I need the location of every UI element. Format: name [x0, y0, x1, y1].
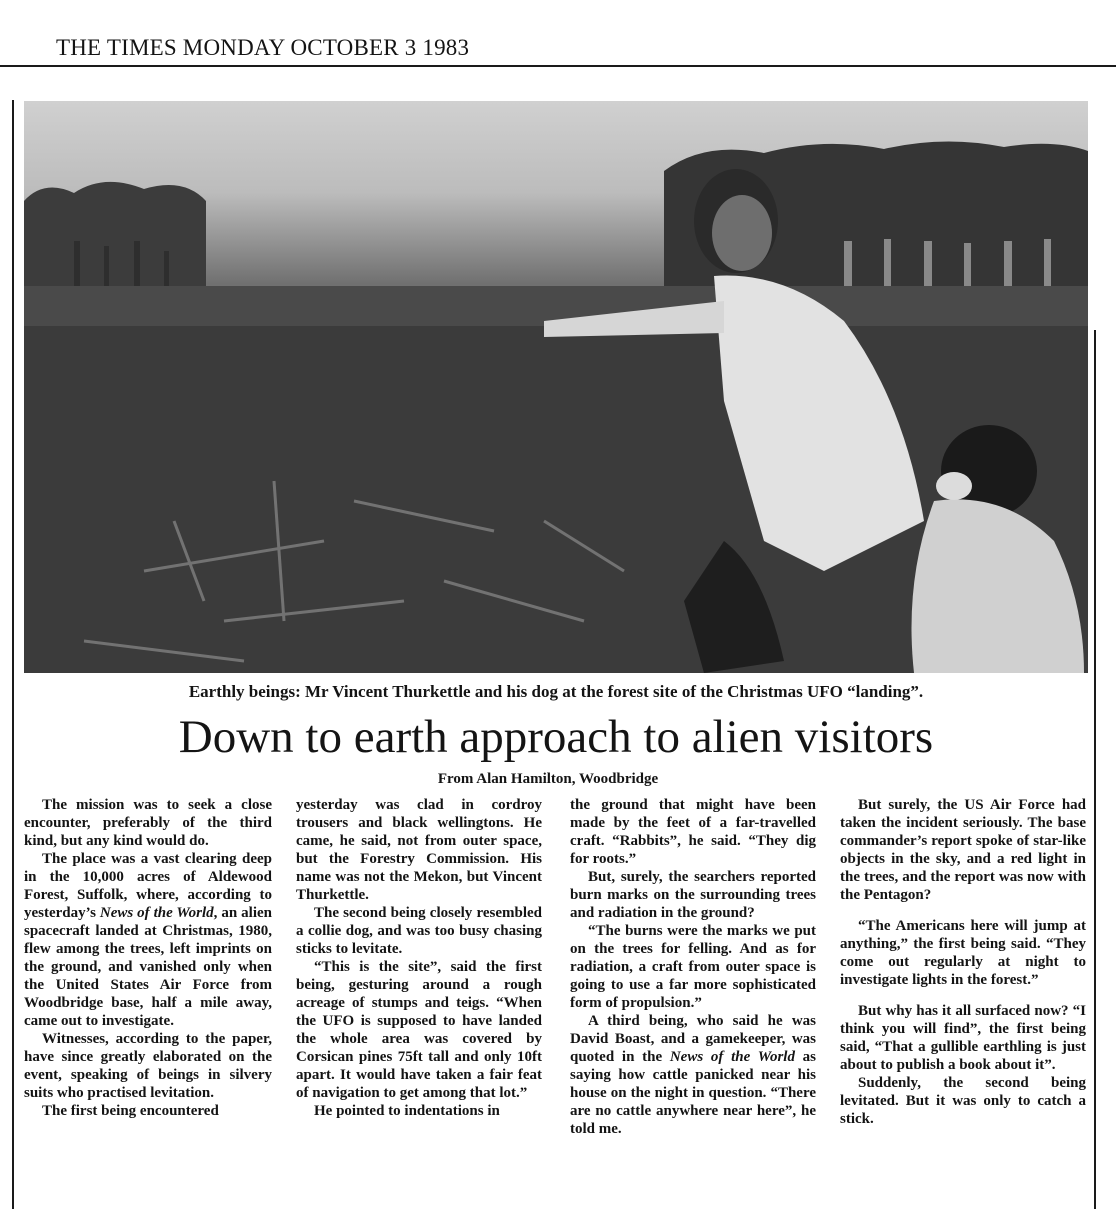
masthead: THE TIMES MONDAY OCTOBER 3 1983	[56, 35, 470, 60]
text-run: , an alien spacecraft landed at Christmas, 1980, flew among the trees, left imprints on the ground, and vanished only when the United States Air Force from Woodbridge base, half a mile away, came out to investigate.	[24, 905, 272, 1029]
article-column-2	[296, 796, 542, 1120]
text-run: The place was a vast clearing deep in the 10,000 acres of Aldewood Forest, Suffolk, where, according to yesterday’s	[24, 851, 272, 921]
photo-caption: Earthly beings: Mr Vincent Thurkettle and his dog at the forest site of the Christmas UFO “landing”.	[188, 682, 924, 701]
paragraph: “The Americans here will jump at anything,” the first being said. “They come out regularly at night to investigate lights in the forest.”	[840, 918, 1086, 988]
headline: Down to earth approach to alien visitors	[178, 711, 934, 763]
publication-name: News of the World	[669, 1049, 795, 1065]
paragraph	[570, 1012, 816, 1138]
news-photograph	[24, 101, 1088, 673]
paragraph	[24, 850, 272, 1030]
paragraph: He pointed to indentations in	[314, 1103, 500, 1119]
text-run: as saying how cattle panicked near his house on the night in question. “There are no cattle anywhere near here”, he told me.	[570, 1049, 817, 1137]
masthead-rule	[0, 65, 1116, 67]
paragraph: yesterday was clad in cordroy trousers and black wellingtons. He came, he said, not from outer space, but the Forestry Commission. His name was not the Mekon, but Vincent Thurkettle.	[296, 797, 542, 903]
paragraph: The second being closely resembled a collie dog, and was too busy chasing sticks to levitate.	[296, 905, 542, 957]
paragraph: the ground that might have been made by the feet of a far-travelled craft. “Rabbits”, he said. “They dig for roots.”	[570, 797, 816, 867]
paragraph: “This is the site”, said the first being, gesturing around a rough acreage of stumps and teigs. “When the UFO is supposed to have landed the whole area was covered by Corsican pines 75ft tall and only 10ft apart. It would have taken a fair feat of navigation to get among that lot.”	[296, 959, 542, 1101]
right-column-rule	[1094, 330, 1096, 1209]
photo-man-face	[712, 195, 772, 271]
paragraph: Witnesses, according to the paper, have since greatly elaborated on the event, speaking of beings in silvery suits who practised levitation.	[24, 1031, 272, 1101]
photo-illustration	[24, 101, 1088, 673]
article-column-3	[570, 796, 816, 1138]
photo-dog-muzzle	[936, 472, 972, 500]
article-column-1	[24, 796, 272, 1120]
paragraph: But why has it all surfaced now? “I think you will find”, the first being said, “That a gullible earthling is just about to publish a book about it”.	[840, 1003, 1086, 1073]
paragraph: The first being encountered	[42, 1103, 219, 1119]
paragraph: “The burns were the marks we put on the trees for felling. And as for radiation, a craft from outer space is going to use a far more sophisticated form of propulsion.”	[570, 923, 816, 1011]
paragraph: But, surely, the searchers reported burn marks on the surrounding trees and radiation in the ground?	[570, 869, 816, 921]
photo-treeline-left	[24, 182, 206, 301]
article-column-4	[840, 796, 1086, 1128]
byline: From Alan Hamilton, Woodbridge	[437, 771, 659, 787]
paragraph: But surely, the US Air Force had taken the incident seriously. The base commander’s report spoke of star-like objects in the sky, and a red light in the trees, and the report was now with the Pentagon?	[840, 797, 1086, 903]
text-run: A third being, who said he was David Boast, and a gamekeeper, was quoted in the	[570, 1013, 816, 1065]
left-column-rule	[12, 100, 14, 1209]
paragraph: The mission was to seek a close encounter, preferably of the third kind, but any kind would do.	[24, 797, 272, 849]
paragraph: Suddenly, the second being levitated. But it was only to catch a stick.	[840, 1075, 1086, 1127]
publication-name: News of the World	[99, 905, 214, 921]
